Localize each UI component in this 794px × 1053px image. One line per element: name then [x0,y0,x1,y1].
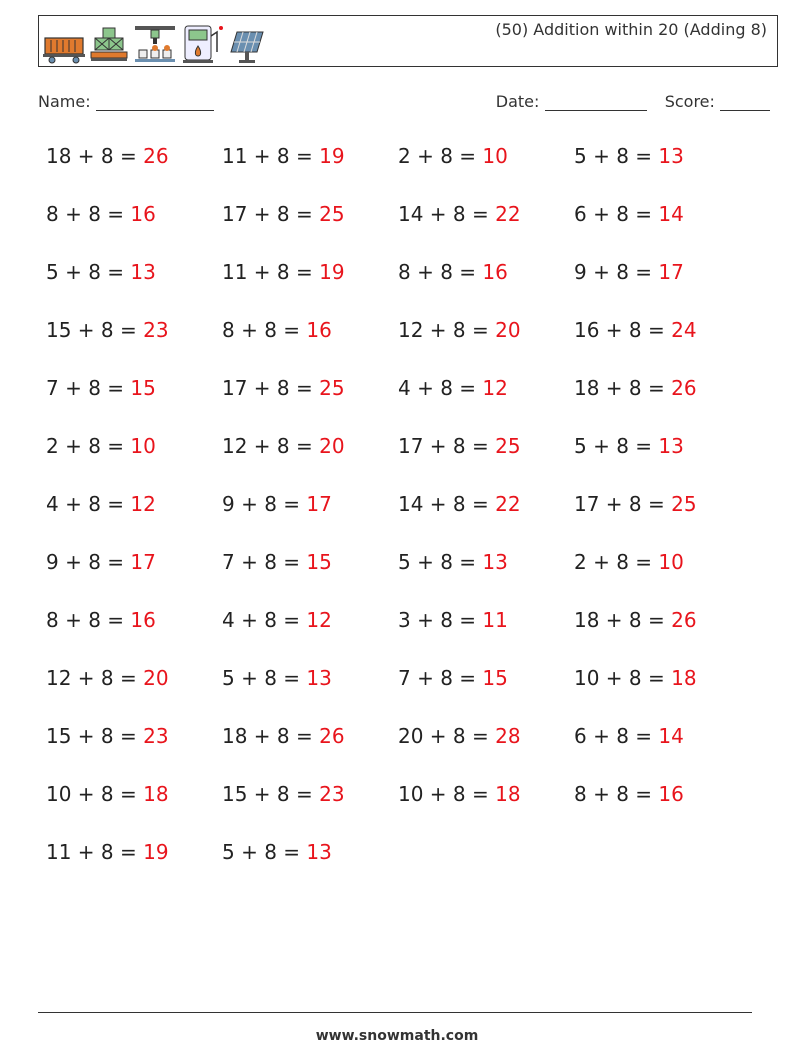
problem-item [574,202,684,226]
problem-answer: 19 [319,260,345,284]
problem-item [222,260,345,284]
problem-item [222,608,332,632]
problem-question: 8 + 8 = [46,202,131,226]
problem-item [46,318,169,342]
name-field[interactable] [38,92,214,111]
problem-item [46,666,169,690]
problem-item [222,724,345,748]
problem-item [574,376,697,400]
problem-question: 6 + 8 = [574,202,659,226]
date-blank[interactable] [545,96,647,111]
problem-question: 5 + 8 = [222,666,307,690]
problem-question: 18 + 8 = [574,608,672,632]
problem-item [574,318,697,342]
problem-question: 5 + 8 = [398,550,483,574]
problem-item [574,666,697,690]
problem-answer: 10 [130,434,156,458]
problem-question: 17 + 8 = [222,202,320,226]
problem-answer: 23 [319,782,345,806]
problem-answer: 20 [319,434,345,458]
problem-item [398,202,521,226]
problem-item [46,260,156,284]
problem-answer: 12 [482,376,508,400]
problem-item [398,144,508,168]
problem-item [222,492,332,516]
problem-answer: 13 [482,550,508,574]
problem-item [46,492,156,516]
problem-question: 5 + 8 = [574,144,659,168]
problem-answer: 11 [482,608,508,632]
problem-answer: 13 [306,666,332,690]
problem-item [398,782,521,806]
problem-answer: 23 [143,318,169,342]
problem-answer: 13 [658,144,684,168]
problem-question: 18 + 8 = [574,376,672,400]
problem-question: 5 + 8 = [222,840,307,864]
fuel-pump-icon [181,22,225,64]
problem-answer: 20 [495,318,521,342]
problem-question: 11 + 8 = [46,840,144,864]
problem-question: 2 + 8 = [574,550,659,574]
problem-answer: 13 [306,840,332,864]
problem-question: 9 + 8 = [46,550,131,574]
problem-answer: 22 [495,202,521,226]
problem-question: 8 + 8 = [574,782,659,806]
problem-item [222,434,345,458]
problem-question: 4 + 8 = [222,608,307,632]
problem-answer: 25 [319,376,345,400]
problem-item [46,550,156,574]
problem-answer: 14 [658,202,684,226]
problem-answer: 24 [671,318,697,342]
problem-question: 20 + 8 = [398,724,496,748]
problem-item [398,318,521,342]
problem-question: 8 + 8 = [46,608,131,632]
problem-question: 10 + 8 = [398,782,496,806]
problem-question: 10 + 8 = [46,782,144,806]
problem-answer: 16 [658,782,684,806]
problem-question: 17 + 8 = [574,492,672,516]
problem-question: 9 + 8 = [222,492,307,516]
problem-question: 14 + 8 = [398,202,496,226]
date-score-fields [496,92,770,111]
problem-question: 4 + 8 = [46,492,131,516]
problem-answer: 12 [130,492,156,516]
problem-answer: 26 [319,724,345,748]
problem-question: 12 + 8 = [398,318,496,342]
problem-answer: 15 [482,666,508,690]
problem-answer: 16 [130,202,156,226]
problem-question: 16 + 8 = [574,318,672,342]
name-blank[interactable] [96,96,214,111]
worksheet-header [38,15,778,67]
problem-item [574,260,684,284]
problem-question: 11 + 8 = [222,260,320,284]
problem-question: 12 + 8 = [46,666,144,690]
problem-item [574,434,684,458]
problem-question: 8 + 8 = [222,318,307,342]
problem-question: 15 + 8 = [46,724,144,748]
problem-item [46,724,169,748]
problem-question: 17 + 8 = [222,376,320,400]
problem-item [398,260,508,284]
worksheet-title: (50) Addition within 20 (Adding 8) [495,20,767,39]
problem-answer: 10 [482,144,508,168]
problem-answer: 18 [143,782,169,806]
problem-item [222,782,345,806]
problem-question: 9 + 8 = [574,260,659,284]
problem-item [574,144,684,168]
problem-answer: 22 [495,492,521,516]
problem-item [398,376,508,400]
problem-answer: 16 [130,608,156,632]
problem-question: 18 + 8 = [222,724,320,748]
problem-answer: 18 [495,782,521,806]
problem-item [46,782,169,806]
problem-item [222,318,332,342]
problem-item [46,376,156,400]
problem-question: 11 + 8 = [222,144,320,168]
problem-answer: 16 [482,260,508,284]
problem-question: 6 + 8 = [574,724,659,748]
problem-question: 4 + 8 = [398,376,483,400]
score-blank[interactable] [720,96,770,111]
problem-question: 7 + 8 = [46,376,131,400]
problem-answer: 23 [143,724,169,748]
problem-answer: 16 [306,318,332,342]
problem-answer: 19 [319,144,345,168]
problem-item [574,608,697,632]
problem-item [398,434,521,458]
problem-question: 5 + 8 = [46,260,131,284]
problem-item [46,608,156,632]
footer-url: www.snowmath.com [315,1028,479,1044]
name-label: Name: [38,92,91,111]
problem-answer: 13 [130,260,156,284]
problem-answer: 17 [130,550,156,574]
problem-item [222,202,345,226]
problem-item [398,724,521,748]
date-label: Date: [495,92,540,111]
problem-item [574,492,697,516]
problem-item [574,724,684,748]
header-icons [43,22,265,64]
problem-item [574,550,684,574]
problem-question: 7 + 8 = [222,550,307,574]
problem-answer: 25 [671,492,697,516]
problem-item [222,840,332,864]
problem-answer: 13 [658,434,684,458]
problem-answer: 25 [319,202,345,226]
problem-question: 2 + 8 = [46,434,131,458]
problem-answer: 26 [671,608,697,632]
problem-question: 5 + 8 = [574,434,659,458]
conveyor-icon [133,24,177,64]
score-label: Score: [664,92,715,111]
problem-item [46,144,169,168]
problem-answer: 10 [658,550,684,574]
problem-question: 12 + 8 = [222,434,320,458]
solar-panel-icon [229,24,265,64]
problem-answer: 28 [495,724,521,748]
problem-question: 10 + 8 = [574,666,672,690]
problem-answer: 26 [671,376,697,400]
problem-answer: 19 [143,840,169,864]
problem-answer: 14 [658,724,684,748]
problem-answer: 18 [671,666,697,690]
problem-item [46,434,156,458]
problem-question: 3 + 8 = [398,608,483,632]
problem-question: 2 + 8 = [398,144,483,168]
problem-item [222,666,332,690]
freight-car-icon [43,34,85,64]
problem-answer: 12 [306,608,332,632]
problem-item [46,840,169,864]
problem-item [222,550,332,574]
problem-item [222,144,345,168]
problem-item [574,782,684,806]
problem-answer: 20 [143,666,169,690]
problem-item [398,492,521,516]
footer-divider [38,1012,752,1013]
problem-question: 7 + 8 = [398,666,483,690]
problem-question: 15 + 8 = [222,782,320,806]
problem-answer: 17 [658,260,684,284]
problem-answer: 17 [306,492,332,516]
problem-item [398,550,508,574]
problem-question: 15 + 8 = [46,318,144,342]
problem-answer: 25 [495,434,521,458]
problem-item [46,202,156,226]
problem-answer: 15 [130,376,156,400]
problem-answer: 15 [306,550,332,574]
problem-answer: 26 [143,144,169,168]
problem-question: 8 + 8 = [398,260,483,284]
problem-item [222,376,345,400]
packages-icon [89,24,129,64]
problem-question: 14 + 8 = [398,492,496,516]
problem-item [398,666,508,690]
problem-question: 18 + 8 = [46,144,144,168]
problem-item [398,608,508,632]
problem-question: 17 + 8 = [398,434,496,458]
